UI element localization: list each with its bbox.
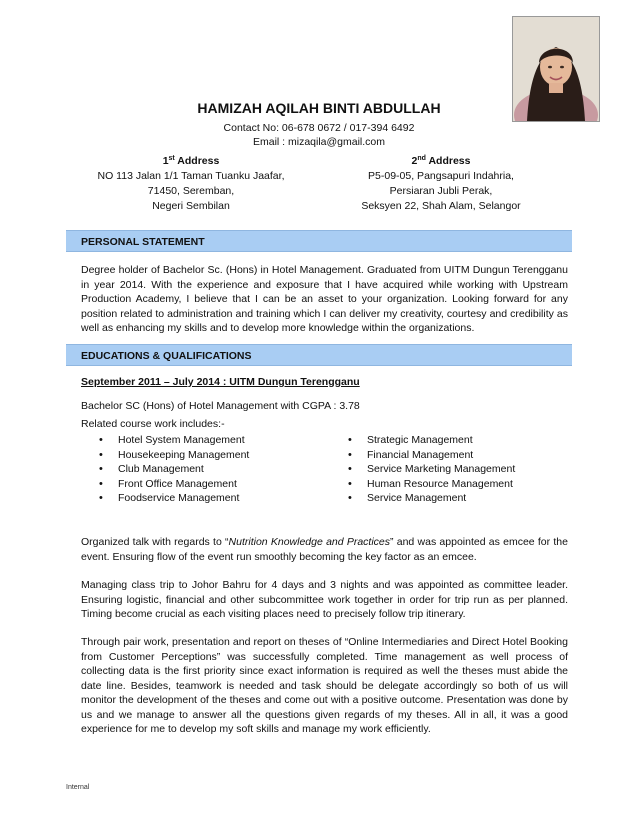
second-address-heading: 2nd Address <box>411 155 471 167</box>
first-address-line: Negeri Sembilan <box>152 200 230 212</box>
degree-text: Bachelor SC (Hons) of Hotel Management with CGPA : 3.78 <box>81 400 360 412</box>
course-item: • Financial Management <box>348 448 568 463</box>
course-item: • Human Resource Management <box>348 477 568 492</box>
coursework-label: Related course work includes:- <box>81 418 225 430</box>
first-address-line: 71450, Seremban, <box>147 185 235 197</box>
course-item: • Hotel System Management <box>99 433 329 448</box>
personal-statement-heading: PERSONAL STATEMENT <box>66 230 572 252</box>
second-address-line: Seksyen 22, Shah Alam, Selangor <box>361 200 521 212</box>
first-address-line: NO 113 Jalan 1/1 Taman Tuanku Jaafar, <box>97 170 285 182</box>
education-heading: EDUCATIONS & QUALIFICATIONS <box>66 344 572 366</box>
footer-classification: Internal <box>66 784 90 791</box>
activity-paragraph-trip: Managing class trip to Johor Bahru for 4 days and 3 nights and was appointed as committee leader. Ensuring logistic, financial and other subcommittee work together in order for trip run as per planned. Timing become crucial as each visiting places need to precisely follow trip itinerary. <box>81 579 568 620</box>
candidate-name: HAMIZAH AQILAH BINTI ABDULLAH <box>197 100 441 116</box>
first-address-heading: 1st Address <box>162 155 220 167</box>
activity-paragraph-theses: Through pair work, presentation and report on theses of “Online Intermediaries and Direct Hotel Booking from Customer Perceptions” was successfully completed. Time management as well process of collecting data is the first priority since exact information is required as well the theses must abide the date line. Besides, teamwork is needed and task should be delegate accordingly so both of us will monitor the development of the theses and come out with a positive outcome. Presentation was done by us and we manage to answer all the questions given regards of my theses. All in all, it was a good experience for me to develop my soft skills and manage my work efficiently. <box>81 636 568 735</box>
activity-paragraph-talk: Organized talk with regards to “Nutrition Knowledge and Practices” and was appointed as emcee for the event. Ensuring flow of the event run smoothly becoming the key factor as an emcee. <box>81 536 568 563</box>
education-period: September 2011 – July 2014 : UITM Dungun Terengganu <box>81 376 360 388</box>
course-item: • Service Marketing Management <box>348 462 568 477</box>
second-address <box>330 151 552 214</box>
email-address: Email : mizaqila@gmail.com <box>252 136 386 148</box>
course-item: • Front Office Management <box>99 477 329 492</box>
course-item: • Service Management <box>348 491 568 506</box>
contact-block <box>0 121 638 149</box>
coursework-list-right <box>348 433 568 506</box>
personal-statement-text: Degree holder of Bachelor Sc. (Hons) in Hotel Management. Graduated from UITM Dungun Terengganu in year 2014. With the experience and exposure that I have acquired while working with Upstream Production Academy, I believe that I can be an asset to your organization. Looking forward for any position related to administration and training which I can deliver my creativity, courtesy and credibility as well as enhancing my skills and to develop more knowledge within the organizations. <box>81 264 568 334</box>
contact-number: Contact No: 06-678 0672 / 017-394 6492 <box>223 122 415 134</box>
second-address-line: Persiaran Jubli Perak, <box>389 185 493 197</box>
course-item: • Foodservice Management <box>99 491 329 506</box>
course-item: • Housekeeping Management <box>99 448 329 463</box>
first-address <box>66 151 316 214</box>
second-address-line: P5-09-05, Pangsapuri Indahria, <box>368 170 514 182</box>
course-item: • Club Management <box>99 462 329 477</box>
course-item: • Strategic Management <box>348 433 568 448</box>
coursework-list-left <box>99 433 329 506</box>
